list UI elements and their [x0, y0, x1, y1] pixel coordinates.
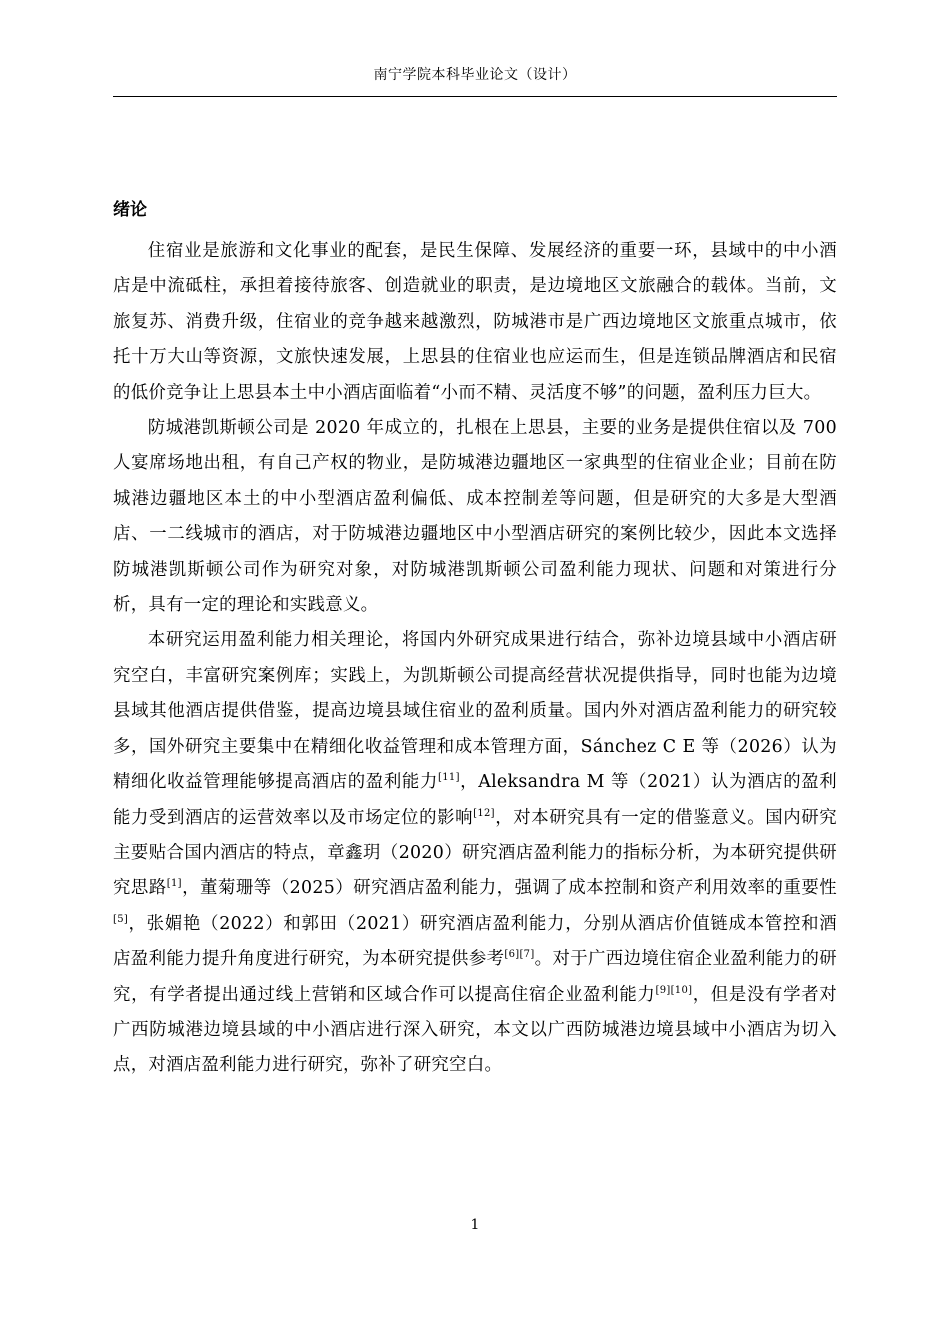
paragraph-3 — [113, 623, 837, 1083]
paragraph-3-text: ，董菊珊等（2025）研究酒店盈利能力，强调了成本控制和资产利用效率的重要性 — [181, 878, 837, 899]
citation-11: [11] — [438, 772, 460, 784]
paragraph-3-text: ，张媚艳（2022）和郭田（2021）研究酒店盈利能力，分别从酒店价值链成本管控和酒店盈利能力提升角度进行研究，为本研究提供参考 — [113, 913, 837, 970]
paragraph-3-text: 。对于广西边境住宿企业盈利能力的研究，有学者提出通过线上营销和区域合作可以提高住宿企业盈利能力 — [113, 949, 837, 1005]
citation-12: [12] — [473, 807, 495, 819]
paragraph-1: 住宿业是旅游和文化事业的配套，是民生保障、发展经济的重要一环，县域中的中小酒店是中流砥柱，承担着接待旅客、创造就业的职责，是边境地区文旅融合的载体。当前，文旅复苏、消费升级，住宿业的竞争越来越激烈，防城港市是广西边境地区文旅重点城市，依托十万大山等资源，文旅快速发展，上思县的住宿业也应运而生，但是连锁品牌酒店和民宿的低价竞争让上思县本土中小酒店面临着“小而不精、灵活度不够”的问题，盈利压力巨大。 — [113, 241, 837, 403]
citation-5: [5] — [113, 913, 129, 925]
citation-1: [1] — [166, 878, 182, 890]
paragraph-2: 防城港凯斯顿公司是 2020 年成立的，扎根在上思县，主要的业务是提供住宿以及 700 人宴席场地出租，有自己产权的物业，是防城港边疆地区一家典型的住宿业企业；目前在防城港边疆地区本土的中小型酒店盈利偏低、成本控制差等问题，但是研究的大多是大型酒店、一二线城市的酒店，对于防城港边疆地区中小型酒店研究的案例比较少，因此本文选择防城港凯斯顿公司作为研究对象，对防城港凯斯顿公司盈利能力现状、问题和对策进行分析，具有一定的理论和实践意义。 — [113, 418, 837, 616]
paragraph-3-text: 本研究运用盈利能力相关理论，将国内外研究成果进行结合，弥补边境县域中小酒店研究空白，丰富研究案例库；实践上，为凯斯顿公司提高经营状况提供指导，同时也能为边境县域其他酒店提供借鉴，提高边境县域住宿业的盈利质量。国内外对酒店盈利能力的研究较多，国外研究主要集中在精细化收益管理和成本管理方面，Sánchez C E 等（2026）认为精细化收益管理能够提高酒店的盈利能力 — [113, 630, 837, 793]
citation-9-10: [9][10] — [655, 984, 693, 996]
paragraph-3-text: ，Aleksandra M 等（2021）认为酒店的盈利能力受到酒店的运营效率以及市场定位的影响 — [113, 772, 837, 828]
page-number: 1 — [470, 1217, 480, 1233]
paragraph-3-text: ，但是没有学者对广西防城港边境县域的中小酒店进行深入研究，本文以广西防城港边境县域中小酒店为切入点，对酒店盈利能力进行研究，弥补了研究空白。 — [113, 984, 837, 1076]
header-rule — [113, 96, 837, 97]
paragraph-3-text: ，对本研究具有一定的借鉴意义。国内研究主要贴合国内酒店的特点，章鑫玥（2020）研究酒店盈利能力的指标分析，为本研究提供研究思路 — [113, 807, 837, 899]
citation-6-7: [6][7] — [504, 949, 535, 961]
running-header: 南宁学院本科毕业论文（设计） — [373, 67, 577, 83]
body-text — [113, 234, 837, 1084]
section-title: 绪论 — [113, 200, 147, 220]
